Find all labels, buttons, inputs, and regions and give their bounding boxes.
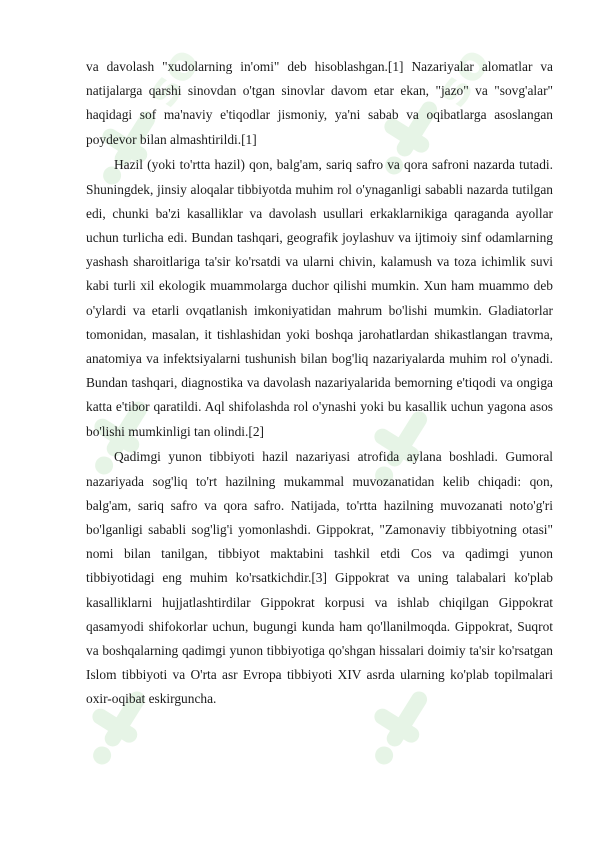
paragraph: Hazil (yoki to'rtta hazil) qon, balg'am, sariq safro va qora safroni nazarda tutadi. Shuningdek, jinsiy aloqalar tibbiyotda muhim rol o'ynaganligi sababli nazarda tutilgan edi, chunki ba'zi kasalliklar va davolash usullari erkaklarnikiga qaraganda ayollar uchun turlicha edi. Bundan tashqari, geografik joylashuv va ijtimoiy sinf odamlarning yashash sharoitlariga ta'sir ko'rsatdi va ularni chivin, kalamush va toza ichimlik suvi kabi turli xil ekologik muammolarga duchor qilishi mumkin. Xun ham muammo deb o'ylardi va etarli ovqatlanish imkoniyatidan mahrum bo'lishi mumkin. Gladiatorlar tomonidan, masalan, it tishlashidan yoki boshqa jarohatlardan shikastlangan travma, anatomiya va infektsiyalarni tushunish bilan bog'liq nazariyalarda muhim rol o'ynadi. Bundan tashqari, diagnostika va davolash nazariyalarida bemorning e'tiqodi va ongiga katta e'tibor qaratildi. Aql shifolashda rol o'ynashi yoki bu kasallik uchun yagona asos bo'lishi mumkinligi tan olindi.[2] [86, 157, 553, 439]
document-body [86, 55, 553, 713]
svg-text:so: so [133, 37, 211, 116]
paragraph: va davolash "xudolarning in'omi" deb hisoblashgan.[1] Nazariyalar alomatlar va natijalarga qarshi sinovdan o'tgan sinovlar davom etar ekan, "jazo" va "sovg'alar" haqidagi sof ma'naviy e'tiqodlar jismoniy, ya'ni sabab va oqibatlarga asoslangan poydevor bilan almashtirildi.[1] [86, 59, 553, 147]
paragraph: Qadimgi yunon tibbiyoti hazil nazariyasi atrofida aylana boshladi. Gumoral nazariyada sog'liq to'rt hazilning mukammal muvozanatidan kelib chiqadi: qon, balg'am, sariq safro va qora safro. Natijada, to'rtta hazilning muvozanati noto'g'ri bo'lganligi sababli sog'lig'i yomonlashdi. Gippokrat, "Zamonaviy tibbiyotning otasi" nomi bilan tanilgan, tibbiyot maktabini tashkil etdi Cos va qadimgi yunon tibbiyotidagi eng muhim ko'rsatkichdir.[3] Gippokrat va uning talabalari ko'plab kasalliklarni hujjatlashtirdilar Gippokrat korpusi va ishlab chiqilgan Gippokrat qasamyodi shifokorlar uchun, bugungi kunda ham qo'llanilmoqda. Gippokrat, Suqrot va boshqalarning qadimgi yunon tibbiyotiga qo'shgan hissalari doimiy ta'sir ko'rsatgan Islom tibbiyoti va O'rta asr Evropa tibbiyoti XIV asrda ularning ko'plab topilmalari oxir-oqibat eskirguncha. [86, 449, 553, 707]
svg-text:so: so [423, 37, 501, 116]
